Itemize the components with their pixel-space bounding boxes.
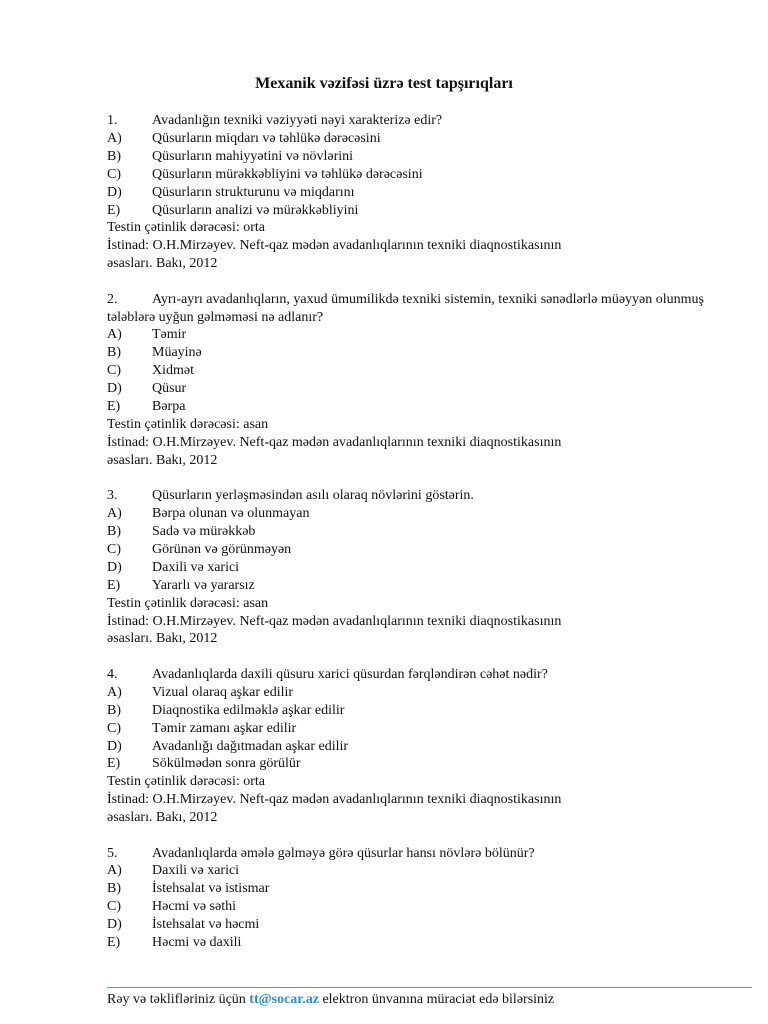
option-c: C) Xidmət bbox=[107, 363, 194, 379]
question-2 bbox=[107, 291, 747, 470]
source-reference-cont: əsasları. Bakı, 2012 bbox=[107, 631, 218, 647]
question-number: 3. bbox=[107, 488, 118, 504]
option-c: C) Təmir zamanı aşkar edilir bbox=[107, 720, 297, 736]
option-b: B) Diaqnostika edilməklə aşkar edilir bbox=[107, 702, 345, 718]
source-reference-cont: əsasları. Bakı, 2012 bbox=[107, 810, 218, 826]
difficulty-level: Testin çətinlik dərəcəsi: orta bbox=[107, 220, 266, 236]
option-b: B) Sadə və mürəkkəb bbox=[107, 524, 256, 540]
question-number: 5. bbox=[107, 845, 118, 861]
question-text: Avadanlığın texniki vəziyyəti nəyi xarakterizə edir? bbox=[152, 113, 443, 128]
difficulty-level: Testin çətinlik dərəcəsi: orta bbox=[107, 774, 266, 790]
option-b: B) İstehsalat və istismar bbox=[107, 881, 270, 897]
source-reference: İstinad: O.H.Mirzəyev. Neft-qaz mədən avadanlıqlarının texniki diaqnostikasının bbox=[107, 238, 562, 254]
option-e: E) Qüsurların analizi və mürəkkəbliyini bbox=[107, 202, 359, 218]
footer-text-after: elektron ünvanına müraciət edə bilərsiniz bbox=[318, 992, 555, 1007]
option-c: C) Həcmi və səthi bbox=[107, 899, 236, 915]
option-a: A) Daxili və xarici bbox=[107, 863, 240, 879]
option-b: B) Müayinə bbox=[107, 345, 202, 361]
difficulty-level: Testin çətinlik dərəcəsi: asan bbox=[107, 595, 269, 611]
source-reference-cont: əsasları. Bakı, 2012 bbox=[107, 256, 218, 272]
option-e: E) Həcmi və daxili bbox=[107, 935, 242, 951]
question-1 bbox=[107, 112, 747, 273]
footer-email-link[interactable]: tt@socar.az bbox=[249, 992, 319, 1007]
question-5 bbox=[107, 845, 747, 952]
option-d: D) Avadanlığı dağıtmadan aşkar edilir bbox=[107, 738, 349, 754]
option-d: D) Qüsur bbox=[107, 381, 187, 397]
option-a: A) Bərpa olunan və olunmayan bbox=[107, 506, 310, 522]
source-reference: İstinad: O.H.Mirzəyev. Neft-qaz mədən avadanlıqlarının texniki diaqnostikasının bbox=[107, 434, 562, 450]
option-a: A) Təmir bbox=[107, 327, 187, 343]
source-reference: İstinad: O.H.Mirzəyev. Neft-qaz mədən avadanlıqlarının texniki diaqnostikasının bbox=[107, 792, 562, 808]
page-title: Mexanik vəzifəsi üzrə test tapşırıqları bbox=[255, 75, 513, 92]
option-e: E) Yararlı və yararsız bbox=[107, 577, 255, 593]
option-c: C) Görünən və görünməyən bbox=[107, 541, 292, 557]
question-number: 1. bbox=[107, 113, 118, 128]
question-list bbox=[107, 112, 747, 969]
option-d: D) İstehsalat və həcmi bbox=[107, 917, 260, 933]
option-e: E) Bərpa bbox=[107, 399, 186, 415]
option-b: B) Qüsurların mahiyyətini və növlərini bbox=[107, 148, 354, 164]
question-text: Qüsurların yerləşməsindən asılı olaraq növlərini göstərin. bbox=[152, 488, 474, 504]
question-3 bbox=[107, 487, 747, 648]
option-a: A) Qüsurların miqdarı və təhlükə dərəcəsini bbox=[107, 130, 381, 146]
option-d: D) Qüsurların strukturunu və miqdarını bbox=[107, 184, 355, 200]
option-d: D) Daxili və xarici bbox=[107, 559, 240, 575]
question-text: Avadanlıqlarda daxili qüsuru xarici qüsurdan fərqləndirən cəhət nədir? bbox=[152, 666, 548, 682]
page-footer bbox=[107, 987, 752, 1008]
option-a: A) Vizual olaraq aşkar edilir bbox=[107, 684, 294, 700]
question-number: 2. bbox=[107, 291, 118, 307]
source-reference: İstinad: O.H.Mirzəyev. Neft-qaz mədən avadanlıqlarının texniki diaqnostikasının bbox=[107, 613, 562, 629]
source-reference-cont: əsasları. Bakı, 2012 bbox=[107, 452, 218, 468]
option-c: C) Qüsurların mürəkkəbliyini və təhlükə dərəcəsini bbox=[107, 166, 423, 182]
question-number: 4. bbox=[107, 666, 118, 682]
footer-text-before: Rəy və təklifləriniz üçün bbox=[107, 992, 250, 1007]
question-text: Avadanlıqlarda əmələ gəlməyə görə qüsurlar hansı növlərə bölünür? bbox=[152, 845, 535, 861]
option-e: E) Sökülmədən sonra görülür bbox=[107, 756, 301, 772]
question-4 bbox=[107, 666, 747, 827]
difficulty-level: Testin çətinlik dərəcəsi: asan bbox=[107, 417, 269, 432]
question-text: Ayrı-ayrı avadanlıqların, yaxud ümumilikdə texniki sistemin, texniki sənədlərlə müəyyən olunmuş tələblərə uyğun gəlməməsi nə adlanır? bbox=[107, 291, 704, 325]
